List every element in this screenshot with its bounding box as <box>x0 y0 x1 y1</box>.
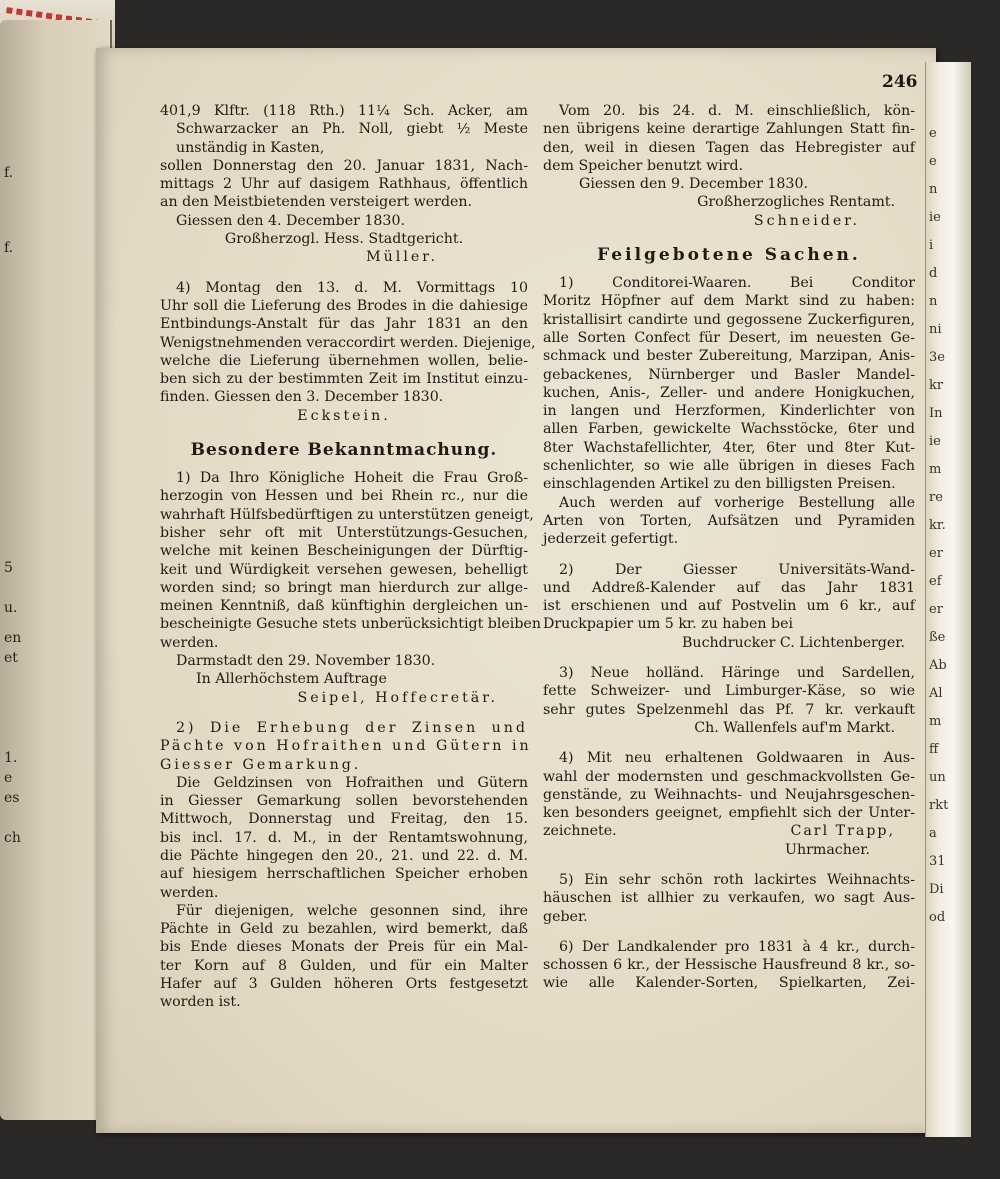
text-line: 4) Mit neu erhaltenen Goldwaaren in Aus- <box>559 750 915 767</box>
text-line: bisher sehr oft mit Unterstützungs-Gesuchen, <box>160 524 528 541</box>
text-line: Hafer auf 3 Gulden höheren Orts festgesetzt <box>160 976 528 993</box>
fragment-text: i <box>929 238 934 253</box>
page-number: 246 <box>882 72 918 92</box>
text-line: Pächte in Geld zu bezahlen, wird bemerkt, daß <box>160 921 528 938</box>
text-line: ist erschienen und auf Postvelin um 6 kr., auf <box>543 598 915 615</box>
sale-item-6 <box>543 938 915 993</box>
continued-notice <box>543 102 915 230</box>
text-line: werden. <box>160 634 219 651</box>
fragment-text: m <box>929 462 942 477</box>
text-line: Die Geldzinsen von Hofraithen und Gütern <box>176 774 528 791</box>
text-line: in Giesser Gemarkung sollen bevorstehenden <box>160 793 528 810</box>
title-line: Pächte von Hofraithen und Gütern in <box>160 738 532 755</box>
fragment-text: ie <box>929 434 941 449</box>
sale-item-3 <box>543 664 915 737</box>
fragment-text: ße <box>929 630 946 645</box>
text-line: Mittwoch, Donnerstag und Freitag, den 15. <box>160 811 528 828</box>
text-line: häuschen ist allhier zu verkaufen, wo sagt Aus- <box>543 890 915 907</box>
text-line: einschlagenden Artikel zu den billigsten Preisen. <box>543 476 896 493</box>
text-line: Uhr soll die Lieferung des Brodes in die dahiesige <box>160 297 528 314</box>
date-line: Giessen den 4. December 1830. <box>176 212 405 229</box>
text-line: auf hiesigem herrschaftlichen Speicher erhoben <box>160 866 528 883</box>
signature: Carl Trapp, <box>790 823 895 840</box>
notice-4 <box>160 279 536 425</box>
text-line: fette Schweizer- und Limburger-Käse, so wie <box>543 683 915 700</box>
court-name: Großherzogl. Hess. Stadtgericht. <box>224 231 464 248</box>
text-line: keit und Würdigkeit versehen gewesen, behelligt <box>160 561 528 578</box>
signature: Buchdrucker C. Lichtenberger. <box>682 634 905 651</box>
text-line: mittags 2 Uhr auf dasigem Rathhaus, öffentlich <box>160 176 528 193</box>
text-line: worden sind; so bringt man hierdurch zur allge- <box>160 579 528 596</box>
text-line: 1) Conditorei-Waaren. Bei Conditor <box>559 275 915 292</box>
text-line: ken besonders geeignet, empfiehlt sich der Unter- <box>543 805 915 822</box>
text-line <box>543 822 915 840</box>
left-column <box>160 102 541 1012</box>
text-line: welche mit keinen Bescheinigungen der Dürftig- <box>160 543 528 560</box>
text-line: finden. Giessen den 3. December 1830. <box>160 389 444 406</box>
text-line: alle Sorten Confect für Desert, im neuesten Ge- <box>543 329 915 346</box>
fragment-text: a <box>929 826 937 841</box>
text-line: herzogin von Hessen und bei Rhein rc., nur die <box>160 488 528 505</box>
special-notice-2 <box>160 719 532 1012</box>
text-line: und Addreß-Kalender auf das Jahr 1831 <box>543 579 915 596</box>
fragment-text: u. <box>4 600 18 616</box>
fragment-text: e <box>929 126 937 141</box>
sale-item-1 <box>543 274 915 548</box>
text-line: schenlichter, so wie alle übrigen in dieses Fach <box>543 458 915 475</box>
text-line: nen übrigens keine derartige Zahlungen Statt fin- <box>543 121 915 138</box>
fragment-text: e <box>4 770 13 786</box>
fragment-text: ff <box>929 742 939 757</box>
fragment-text: un <box>929 770 946 785</box>
fragment-text: f. <box>4 165 14 181</box>
text-line: schmack und bester Zubereitung, Marzipan, Anis- <box>543 348 915 365</box>
fragment-text: kr. <box>929 518 946 533</box>
text-line: kuchen, Anis-, Zeller- und andere Honigkuchen, <box>543 384 915 401</box>
title-line: 2) Die Erhebung der Zinsen und <box>176 719 528 736</box>
text-line: jederzeit gefertigt. <box>543 531 679 548</box>
fragment-text: e <box>929 154 937 169</box>
text-line: sollen Donnerstag den 20. Januar 1831, Nach- <box>160 157 528 174</box>
text-line: 5) Ein sehr schön roth lackirtes Weihnachts- <box>559 871 915 888</box>
text-line: ter Korn auf 8 Gulden, und für ein Malter <box>160 957 528 974</box>
signature: Seipel, Hoffecretär. <box>297 689 498 706</box>
fragment-text: 5 <box>4 560 13 576</box>
text-line: 2) Der Giesser Universitäts-Wand- <box>559 561 915 578</box>
fragment-text: ie <box>929 210 941 225</box>
text-line: 8ter Wachstafellichter, 4ter, 6ter und 8ter Kut- <box>543 439 915 456</box>
fragment-text: 3e <box>929 350 945 365</box>
text-line: den, weil in diesen Tagen das Hebregister auf <box>543 139 915 156</box>
text-fragment: zeichnete. <box>543 823 617 840</box>
fragment-text: In <box>929 406 943 421</box>
sale-item-4 <box>543 749 915 859</box>
signature-title: Uhrmacher. <box>785 841 870 858</box>
text-line: 4) Montag den 13. d. M. Vormittags 10 <box>176 279 528 296</box>
signature: Ch. Wallenfels auf'm Markt. <box>694 719 895 736</box>
text-line: genstände, zu Weihnachts- und Neujahrsgeschen- <box>543 786 915 803</box>
date-line: Darmstadt den 29. November 1830. <box>176 653 436 670</box>
text-line: an den Meistbietenden versteigert werden. <box>160 194 473 211</box>
text-line: wie alle Kalender-Sorten, Spielkarten, Zei- <box>543 975 915 992</box>
text-line: Moritz Höpfner auf dem Markt sind zu haben: <box>543 293 915 310</box>
text-line: ben sich zu der bestimmten Zeit im Institut einzu- <box>160 371 528 388</box>
right-column <box>543 102 915 993</box>
text-line: welche die Lieferung übernehmen wollen, belie- <box>160 352 528 369</box>
edge-text-fragments <box>929 120 949 932</box>
fragment-text: Ab <box>929 658 947 673</box>
text-line: schossen 6 kr., der Hessische Hausfreund 8 kr., so- <box>543 957 915 974</box>
text-line: meinen Kenntniß, daß künftighin dergleichen un- <box>160 598 528 615</box>
text-line: die Pächte hingegen den 20., 21. und 22. d. M. <box>160 847 528 864</box>
text-line: 3) Neue holländ. Häringe und Sardellen, <box>559 665 915 682</box>
fragment-text: n <box>929 294 938 309</box>
fragment-text: ni <box>929 322 942 337</box>
special-notice-1 <box>160 469 541 707</box>
text-line: Arten von Torten, Aufsätzen und Pyramiden <box>543 512 915 529</box>
office-line: Großherzogliches Rentamt. <box>697 194 895 211</box>
title-line: Giesser Gemarkung. <box>160 756 362 773</box>
fragment-text: m <box>929 714 942 729</box>
text-line: dem Speicher benutzt wird. <box>543 157 744 174</box>
office-line: In Allerhöchstem Auftrage <box>196 671 387 688</box>
text-line: Schwarzacker an Ph. Noll, giebt ½ Meste <box>176 121 528 138</box>
signature: Eckstein. <box>297 407 391 424</box>
text-line: sehr gutes Spelzenmehl das Pf. 7 kr. verkauft <box>543 701 915 718</box>
fragment-text: f. <box>4 240 14 256</box>
fragment-text: kr <box>929 378 944 393</box>
text-line: unständig in Kasten, <box>176 139 325 156</box>
date-line: Giessen den 9. December 1830. <box>579 176 808 193</box>
text-line: allen Farben, gewickelte Wachsstöcke, 6ter und <box>543 421 915 438</box>
fragment-text: n <box>929 182 938 197</box>
fragment-text: rkt <box>929 798 949 813</box>
text-line: Entbindungs-Anstalt für das Jahr 1831 an den <box>160 316 528 333</box>
signature: Schneider. <box>753 212 860 229</box>
text-line: Für diejenigen, welche gesonnen sind, ihre <box>176 902 528 919</box>
text-line: worden ist. <box>160 994 241 1011</box>
text-line: bis Ende dieses Monats der Preis für ein Mal- <box>160 939 528 956</box>
fragment-text: et <box>4 650 18 666</box>
section-heading: Besondere Bekanntmachung. <box>190 440 498 461</box>
fragment-text: ef <box>929 574 942 589</box>
fragment-text: er <box>929 602 943 617</box>
fragment-text: 1. <box>4 750 18 766</box>
sale-item-5 <box>543 871 915 926</box>
sale-item-2 <box>543 561 915 652</box>
fragment-text: es <box>4 790 20 806</box>
text-line: 401,9 Klftr. (118 Rth.) 11¼ Sch. Acker, am <box>160 103 528 119</box>
text-line: kristallisirt candirte und gegossene Zuckerfiguren, <box>543 311 915 328</box>
text-line: wahrhaft Hülfsbedürftigen zu unterstützen geneigt, <box>160 506 534 523</box>
text-line: Vom 20. bis 24. d. M. einschließlich, kön- <box>559 103 915 119</box>
notice-3 <box>160 102 528 267</box>
fragment-text: er <box>929 546 943 561</box>
text-line: wahl der modernsten und geschmackvollsten Ge- <box>543 768 915 785</box>
fragment-text: od <box>929 910 946 925</box>
signature: Müller. <box>366 249 438 266</box>
fragment-text: Al <box>929 686 943 701</box>
text-line: 1) Da Ihro Königliche Hoheit die Frau Groß- <box>176 470 528 487</box>
text-line: werden. <box>160 884 219 901</box>
fragment-text: re <box>929 490 943 505</box>
text-line: gebackenes, Nürnberger und Basler Mandel- <box>543 366 915 383</box>
text-line: geber. <box>543 908 588 925</box>
text-line: Auch werden auf vorherige Bestellung alle <box>559 494 915 511</box>
text-line: Druckpapier um 5 kr. zu haben bei <box>543 616 794 633</box>
text-line: bescheinigte Gesuche stets unberücksichtigt bleiben <box>160 616 541 633</box>
text-line: 6) Der Landkalender pro 1831 à 4 kr., durch- <box>559 938 915 955</box>
text-line: in langen und Herzformen, Kinderlichter von <box>543 403 915 420</box>
text-line: bis incl. 17. d. M., in der Rentamtswohnung, <box>160 829 528 846</box>
section-heading: Feilgebotene Sachen. <box>597 245 861 266</box>
fragment-text: ch <box>4 830 21 846</box>
fragment-text: Di <box>929 882 944 897</box>
fragment-text: en <box>4 630 22 646</box>
facing-page-text-fragments <box>0 70 100 1110</box>
fragment-text: d <box>929 266 938 281</box>
text-line: Wenigstnehmenden veraccordirt werden. Diejenige, <box>160 334 536 351</box>
fragment-text: 31 <box>929 854 946 869</box>
